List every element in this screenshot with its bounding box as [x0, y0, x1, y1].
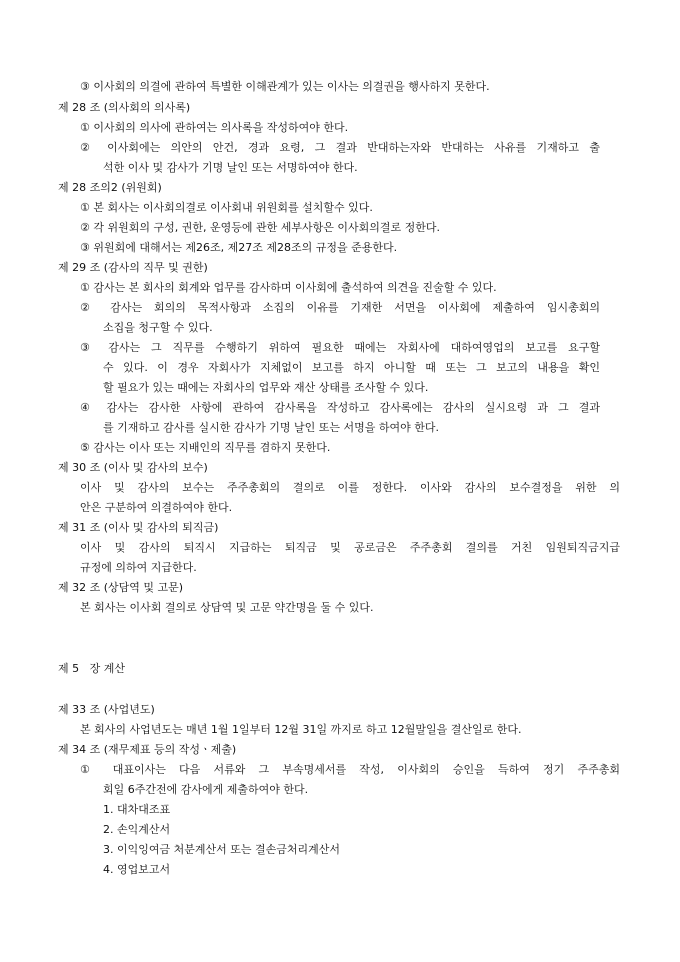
article-28-2-clause-2: ② 각 위원회의 구성, 권한, 운영등에 관한 세부사항은 이사회의결로 정한다.	[80, 221, 440, 234]
article-34-clause-1: ① 대표이사는 다음 서류와 그 부속명세서를 작성, 이사회의 승인을 득하여 정기 주주총회	[80, 763, 620, 776]
article-31-body-cont: 규정에 의하여 지급한다.	[80, 561, 197, 574]
article-28-2-clause-3: ③ 위원회에 대해서는 제26조, 제27조 제28조의 규정을 준용한다.	[80, 241, 398, 254]
article-29-clause-3-cont-2: 할 필요가 있는 때에는 자회사의 업무와 재산 상태를 조사할 수 있다.	[103, 381, 429, 394]
article-31-body: 이사 및 감사의 퇴직시 지급하는 퇴직금 및 공로금은 주주총회 결의를 거친 임원퇴직금지급	[80, 541, 620, 554]
list-item-4: 4. 영업보고서	[103, 863, 171, 876]
article-27-clause-3: ③ 이사회의 의결에 관하여 특별한 이해관계가 있는 이사는 의결권을 행사하지 못한다.	[80, 80, 490, 93]
chapter-5-heading: 제 5 장 계산	[58, 662, 125, 675]
article-28-2-heading: 제 28 조의2 (위원회)	[58, 181, 162, 194]
article-28-clause-1: ① 이사회의 의사에 관하여는 의사록을 작성하여야 한다.	[80, 121, 349, 134]
article-30-body: 이사 및 감사의 보수는 주주총회의 결의로 이를 정한다. 이사와 감사의 보수결정을 위한 의	[80, 481, 620, 494]
article-28-clause-2: ② 이사회에는 의안의 안건, 경과 요령, 그 결과 반대하는자와 반대하는 사유를 기재하고 출	[80, 141, 600, 154]
article-28-2-clause-1: ① 본 회사는 이사회의결로 이사회내 위원회를 설치할수 있다.	[80, 201, 373, 214]
article-29-clause-3-cont-1: 수 있다. 이 경우 자회사가 지체없이 보고를 하지 아니할 때 또는 그 보고의 내용을 확인	[103, 361, 600, 374]
list-item-1: 1. 대차대조표	[103, 803, 171, 816]
article-32-body: 본 회사는 이사회 결의로 상담역 및 고문 약간명을 둘 수 있다.	[80, 601, 374, 614]
article-28-heading: 제 28 조 (의사회의 의사록)	[58, 101, 191, 114]
list-item-2: 2. 손익계산서	[103, 823, 171, 836]
article-29-clause-3: ③ 감사는 그 직무를 수행하기 위하여 필요한 때에는 자회사에 대하여영업의 보고를 요구할	[80, 341, 600, 354]
article-29-clause-1: ① 감사는 본 회사의 회계와 업무를 감사하며 이사회에 출석하여 의견을 진술할 수 있다.	[80, 281, 497, 294]
article-29-clause-2: ② 감사는 회의의 목적사항과 소집의 이유를 기재한 서면을 이사회에 제출하여 임시총회의	[80, 301, 600, 314]
article-31-heading: 제 31 조 (이사 및 감사의 퇴직금)	[58, 521, 219, 534]
article-34-clause-1-cont: 회일 6주간전에 감사에게 제출하여야 한다.	[103, 783, 309, 796]
list-item-3: 3. 이익잉여금 처분계산서 또는 결손금처리계산서	[103, 843, 340, 856]
article-30-heading: 제 30 조 (이사 및 감사의 보수)	[58, 461, 208, 474]
article-32-heading: 제 32 조 (상담역 및 고문)	[58, 581, 184, 594]
article-34-heading: 제 34 조 (재무제표 등의 작성ㆍ제출)	[58, 743, 237, 756]
article-29-clause-5: ⑤ 감사는 이사 또는 지배인의 직무를 겸하지 못한다.	[80, 441, 331, 454]
article-29-clause-4-cont: 를 기재하고 감사를 실시한 감사가 기명 날인 또는 서명을 하여야 한다.	[103, 421, 439, 434]
article-28-clause-2-cont: 석한 이사 및 감사가 기명 날인 또는 서명하여야 한다.	[103, 161, 358, 174]
article-29-clause-2-cont: 소집을 청구할 수 있다.	[103, 321, 213, 334]
article-33-body: 본 회사의 사업년도는 매년 1월 1일부터 12월 31일 까지로 하고 12월말일을 결산일로 한다.	[80, 723, 522, 736]
article-29-heading: 제 29 조 (감사의 직무 및 권한)	[58, 261, 208, 274]
article-29-clause-4: ④ 감사는 감사한 사항에 관하여 감사록을 작성하고 감사록에는 감사의 실시요령 과 그 결과	[80, 401, 600, 414]
article-30-body-cont: 안은 구분하여 의결하여야 한다.	[80, 501, 233, 514]
article-33-heading: 제 33 조 (사업년도)	[58, 703, 155, 716]
